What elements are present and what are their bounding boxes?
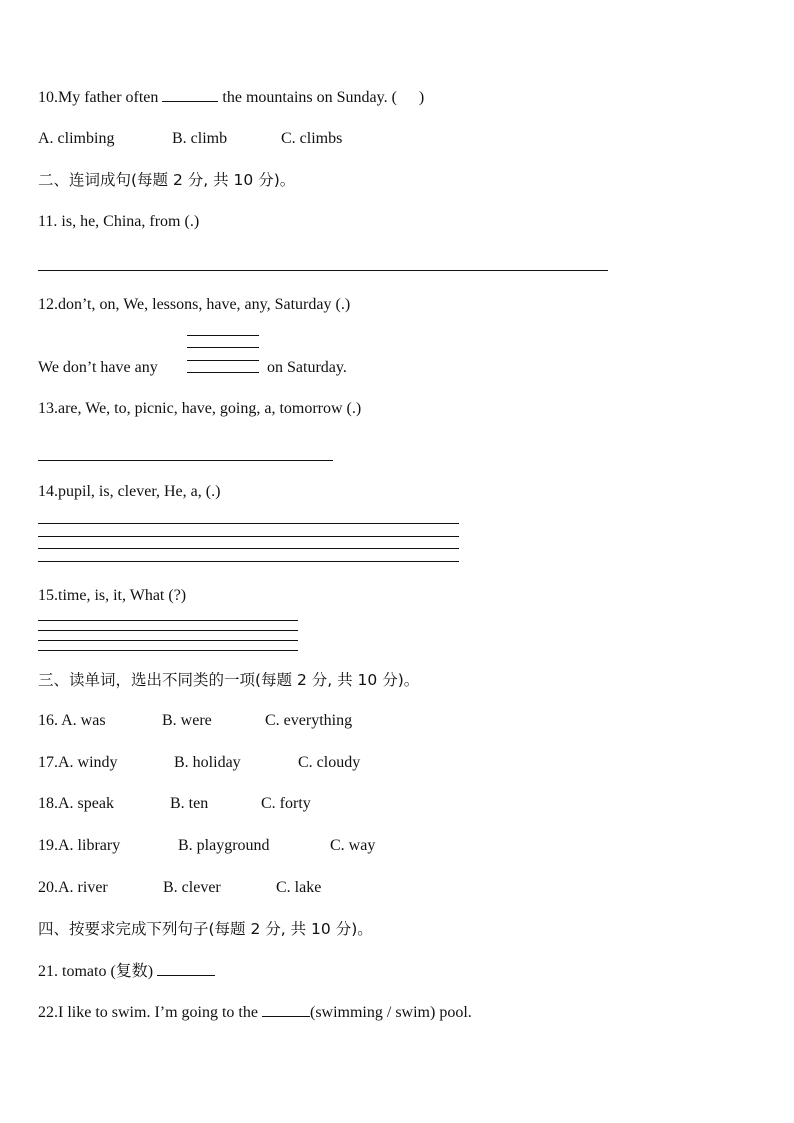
answer-line[interactable] <box>38 270 608 271</box>
question-22 <box>38 1002 472 1023</box>
question-21 <box>38 961 215 982</box>
option-a: 20.A. river <box>38 879 108 896</box>
answer-line[interactable] <box>38 630 298 631</box>
section-2-heading: 二、连词成句(每题 2 分, 共 10 分)。 <box>38 171 296 189</box>
question-10-options <box>38 129 342 149</box>
section-4-heading: 四、按要求完成下列句子(每题 2 分, 共 10 分)。 <box>38 920 373 938</box>
answer-line[interactable] <box>38 640 298 641</box>
close-paren: ) <box>418 89 425 106</box>
option-b: B. climb <box>172 130 228 147</box>
option-b: B. clever <box>163 879 221 896</box>
answer-line[interactable] <box>38 548 459 549</box>
answer-line[interactable] <box>38 561 459 562</box>
answer-line[interactable] <box>187 360 259 361</box>
answer-line[interactable] <box>38 536 459 537</box>
option-a: 16. A. was <box>38 712 106 729</box>
answer-line[interactable] <box>187 335 259 336</box>
option-c: C. way <box>330 837 376 854</box>
question-15: 15.time, is, it, What (?) <box>38 587 187 604</box>
option-b: B. playground <box>178 837 270 854</box>
question-12-answer-prefix: We don’t have any <box>38 359 158 376</box>
option-a: 18.A. speak <box>38 795 114 812</box>
question-18 <box>38 794 311 814</box>
option-c: C. lake <box>276 879 322 896</box>
answer-line[interactable] <box>38 650 298 651</box>
question-10-stem: 10.My father often <box>38 89 159 106</box>
option-b: B. ten <box>170 795 209 812</box>
answer-blank[interactable] <box>157 961 215 976</box>
question-13: 13.are, We, to, picnic, have, going, a, tomorrow (.) <box>38 400 362 417</box>
option-b: B. holiday <box>174 754 241 771</box>
option-a: 17.A. windy <box>38 754 118 771</box>
answer-blank[interactable] <box>262 1002 310 1017</box>
option-a: 19.A. library <box>38 837 121 854</box>
option-c: C. forty <box>261 795 311 812</box>
question-22-stem: 22.I like to swim. I’m going to the <box>38 1004 258 1021</box>
question-20 <box>38 878 321 898</box>
question-21-text: 21. tomato (复数) <box>38 963 154 980</box>
answer-blank[interactable] <box>162 87 218 102</box>
answer-line[interactable] <box>187 347 259 348</box>
question-17 <box>38 753 360 773</box>
question-10 <box>38 87 424 108</box>
question-10-continuation: the mountains on Sunday. ( <box>222 89 397 106</box>
answer-line[interactable] <box>187 372 259 373</box>
question-12-answer-suffix: on Saturday. <box>267 359 347 376</box>
answer-line[interactable] <box>38 523 459 524</box>
option-a: A. climbing <box>38 130 115 147</box>
option-c: C. climbs <box>281 130 343 147</box>
answer-line[interactable] <box>38 460 333 461</box>
question-12: 12.don’t, on, We, lessons, have, any, Saturday (.) <box>38 296 351 313</box>
option-b: B. were <box>162 712 212 729</box>
question-16 <box>38 711 352 731</box>
question-19 <box>38 836 375 856</box>
answer-line[interactable] <box>38 620 298 621</box>
option-c: C. cloudy <box>298 754 361 771</box>
question-11: 11. is, he, China, from (.) <box>38 213 200 230</box>
question-22-continuation: (swimming / swim) pool. <box>309 1004 472 1021</box>
section-3-heading: 三、读单词，选出不同类的一项(每题 2 分, 共 10 分)。 <box>38 671 420 689</box>
question-14: 14.pupil, is, clever, He, a, (.) <box>38 483 221 500</box>
option-c: C. everything <box>265 712 353 729</box>
